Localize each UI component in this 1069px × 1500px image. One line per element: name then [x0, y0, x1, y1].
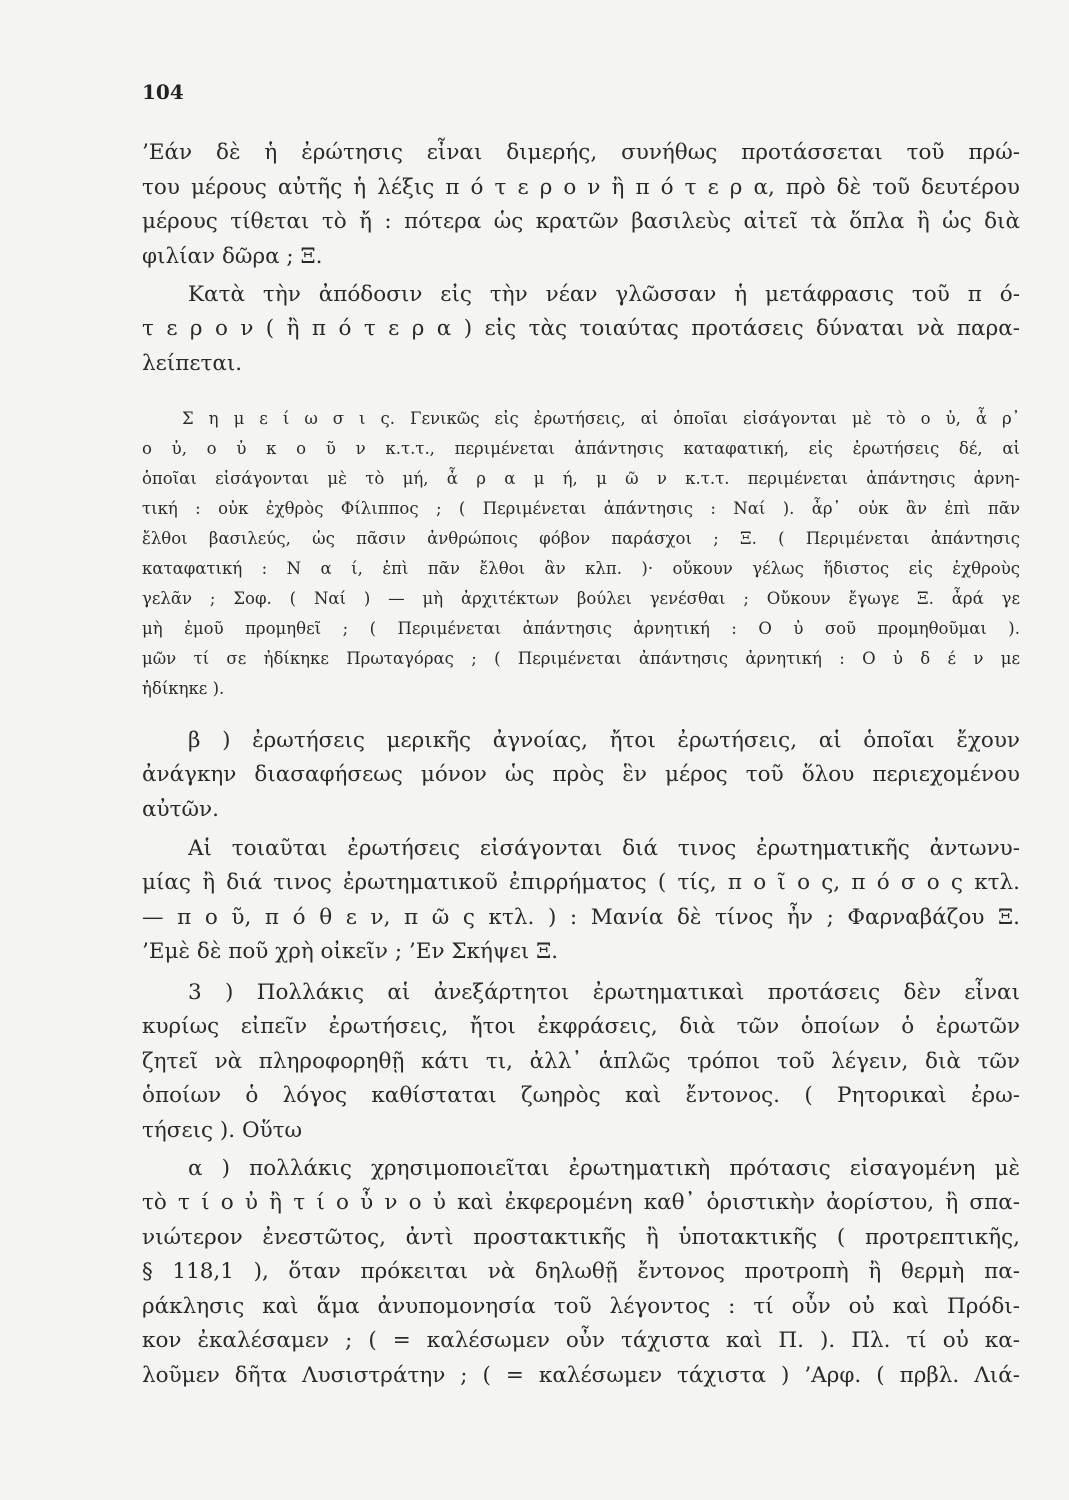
text-line: β ) ἐρωτήσεις μερικῆς ἀγνοίας, ἤτοι ἐρωτήσεις, αἱ ὁποῖαι ἔχουν	[188, 728, 1020, 753]
paragraph-interrogative-pronouns	[142, 832, 1020, 867]
text-line: 3 ) Πολλάκις αἱ ἀνεξάρτητοι ἐρωτηματικαὶ προτάσεις δὲν εἶναι	[188, 980, 1020, 1005]
paragraph-translation	[142, 278, 1020, 313]
text-line: κυρίως εἰπεῖν ἐρωτήσεις, ἤτοι ἐκφράσεις, διὰ τῶν ὁποίων ὁ ἐρωτῶν	[142, 1014, 1020, 1039]
page-number: 104	[142, 80, 184, 104]
text-line: Σ η μ ε ί ω σ ι ς. Γενικῶς εἰς ἐρωτήσεις, αἱ ὁποῖαι εἰσάγονται μὲ τὸ ο ὐ, ἆ ρ᾽	[182, 409, 1020, 428]
text-line: ἠδίκηκε ).	[142, 679, 225, 698]
paragraph-partial-ignorance	[142, 724, 1020, 759]
paragraph-disjunctive-questions	[142, 136, 1020, 274]
text-line: νιώτερον ἐνεστῶτος, ἀντὶ προστακτικῆς ἢ ὑποτακτικῆς ( προτρεπτικῆς,	[142, 1224, 1020, 1250]
text-line: τ ε ρ ο ν ( ἢ π ό τ ε ρ α ) εἰς τὰς τοιαύτας προτάσεις δύναται νὰ παρα-	[142, 316, 1020, 341]
text-line: μίας ἢ διά τινος ἐρωτηματικοῦ ἐπιρρήματος ( τίς, π ο ῖ ο ς, π ό σ ο ς κτλ.	[142, 870, 1020, 895]
text-line: λοῦμεν δῆτα Λυσιστράτην ; ( = καλέσωμεν τάχιστα ) ’Αρφ. ( πρβλ. Λιά-	[142, 1362, 1020, 1388]
paragraph-translation-cont	[142, 312, 1020, 381]
note-block	[142, 404, 1020, 704]
paragraph-exhortation-cont	[142, 1186, 1020, 1393]
paragraph-exhortation	[142, 1152, 1020, 1187]
text-line: ὁποίων ὁ λόγος καθίσταται ζωηρὸς καὶ ἔντονος. ( Ρητορικαὶ ἐρω-	[142, 1083, 1020, 1108]
text-line: ὁποῖαι εἰσάγονται μὲ τὸ μή, ἆ ρ α μ ή, μ ῶ ν κ.τ.τ. περιμένεται ἀπάντησις ἀρνη-	[142, 469, 1020, 488]
text-line: τὸ τ ί ο ὐ ἢ τ ί ο ὖ ν ο ὐ καὶ ἐκφερομένη καθ᾽ ὁριστικὴν ἀορίστου, ἢ σπα-	[142, 1190, 1020, 1215]
text-line: μὴ ἐμοῦ προμηθεῖ ; ( Περιμένεται ἀπάντησις ἀρνητική : Ο ὐ σοῦ προμηθοῦμαι ).	[142, 619, 1020, 638]
text-line: τήσεις ). Οὕτω	[142, 1117, 303, 1143]
paragraph-rhetorical-questions-cont	[142, 1010, 1020, 1148]
text-line: — π ο ῦ, π ό θ ε ν, π ῶ ς κτλ. ) : Μανία δὲ τίνος ἦν ; Φαρναβάζου Ξ.	[142, 904, 1020, 930]
paragraph-rhetorical-questions	[142, 976, 1020, 1011]
text-line: α ) πολλάκις χρησιμοποιεῖται ἐρωτηματικὴ πρότασις εἰσαγομένη μὲ	[188, 1156, 1020, 1181]
text-line: ’Εμὲ δὲ ποῦ χρὴ οἰκεῖν ; ’Εν Σκήψει Ξ.	[142, 939, 559, 964]
text-line: Αἱ τοιαῦται ἐρωτήσεις εἰσάγονται διά τινος ἐρωτηματικῆς ἀντωνυ-	[188, 836, 1020, 861]
text-line: μέρους τίθεται τὸ ἤ : πότερα ὡς κρατῶν βασιλεὺς αἰτεῖ τὰ ὅπλα ἢ ὡς διὰ	[142, 209, 1020, 234]
text-line: ο ὐ, ο ὐ κ ο ῦ ν κ.τ.τ., περιμένεται ἀπάντησις καταφατική, εἰς ἐρωτήσεις δέ, αἱ	[142, 439, 1020, 458]
text-line: ἔλθοι βασιλεύς, ὡς πᾶσιν ἀνθρώποις φόβον παράσχοι ; Ξ. ( Περιμένεται ἀπάντησις	[142, 529, 1020, 548]
text-line: ζητεῖ νὰ πληροφορηθῇ κάτι τι, ἀλλ᾽ ἁπλῶς τρόποι τοῦ λέγειν, διὰ τῶν	[142, 1048, 1020, 1074]
text-line: μῶν τί σε ἠδίκηκε Πρωταγόρας ; ( Περιμένεται ἀπάντησις ἀρνητική : Ο ὐ δ έ ν με	[142, 649, 1020, 668]
text-line: κον ἐκαλέσαμεν ; ( = καλέσωμεν οὖν τάχιστα καὶ Π. ). Πλ. τί οὐ κα-	[142, 1328, 1020, 1353]
text-line: τική : οὐκ ἐχθρὸς Φίλιππος ; ( Περιμένεται ἀπάντησις : Ναί ). ἆρ᾽ οὐκ ἂν ἐπὶ πᾶν	[142, 499, 1020, 518]
text-line: φιλίαν δῶρα ; Ξ.	[142, 243, 323, 269]
text-line: Κατὰ τὴν ἀπόδοσιν εἰς τὴν νέαν γλῶσσαν ἡ μετάφρασις τοῦ π ό-	[188, 282, 1020, 307]
text-line: ράκλησις καὶ ἅμα ἀνυπομονησία τοῦ λέγοντος : τί οὖν οὐ καὶ Πρόδι-	[142, 1293, 1020, 1319]
paragraph-interrogative-pronouns-cont	[142, 866, 1020, 970]
text-line: του μέρους αὐτῆς ἡ λέξις π ό τ ε ρ ο ν ἢ π ό τ ε ρ α, πρὸ δὲ τοῦ δευτέρου	[142, 174, 1020, 200]
text-line: § 118,1 ), ὅταν πρόκειται νὰ δηλωθῇ ἔντονος προτροπὴ ἢ θερμὴ πα-	[142, 1259, 1020, 1284]
text-line: ἀνάγκην διασαφήσεως μόνον ὡς πρὸς ἓν μέρος τοῦ ὅλου περιεχομένου	[142, 762, 1020, 787]
text-line: ’Εάν δὲ ἡ ἐρώτησις εἶναι διμερής, συνήθως προτάσσεται τοῦ πρώ-	[142, 140, 1020, 165]
text-line: καταφατική : Ν α ί, ἐπὶ πᾶν ἔλθοι ἂν κλπ. )· οὔκουν γέλως ἥδιστος εἰς ἐχθροὺς	[142, 559, 1020, 578]
text-line: αὐτῶν.	[142, 796, 219, 822]
text-line: λείπεται.	[142, 350, 243, 376]
paragraph-partial-ignorance-cont	[142, 758, 1020, 827]
text-line: γελᾶν ; Σοφ. ( Ναί ) — μὴ ἀρχιτέκτων βούλει γενέσθαι ; Οὔκουν ἔγωγε Ξ. ἆρά γε	[142, 589, 1020, 608]
